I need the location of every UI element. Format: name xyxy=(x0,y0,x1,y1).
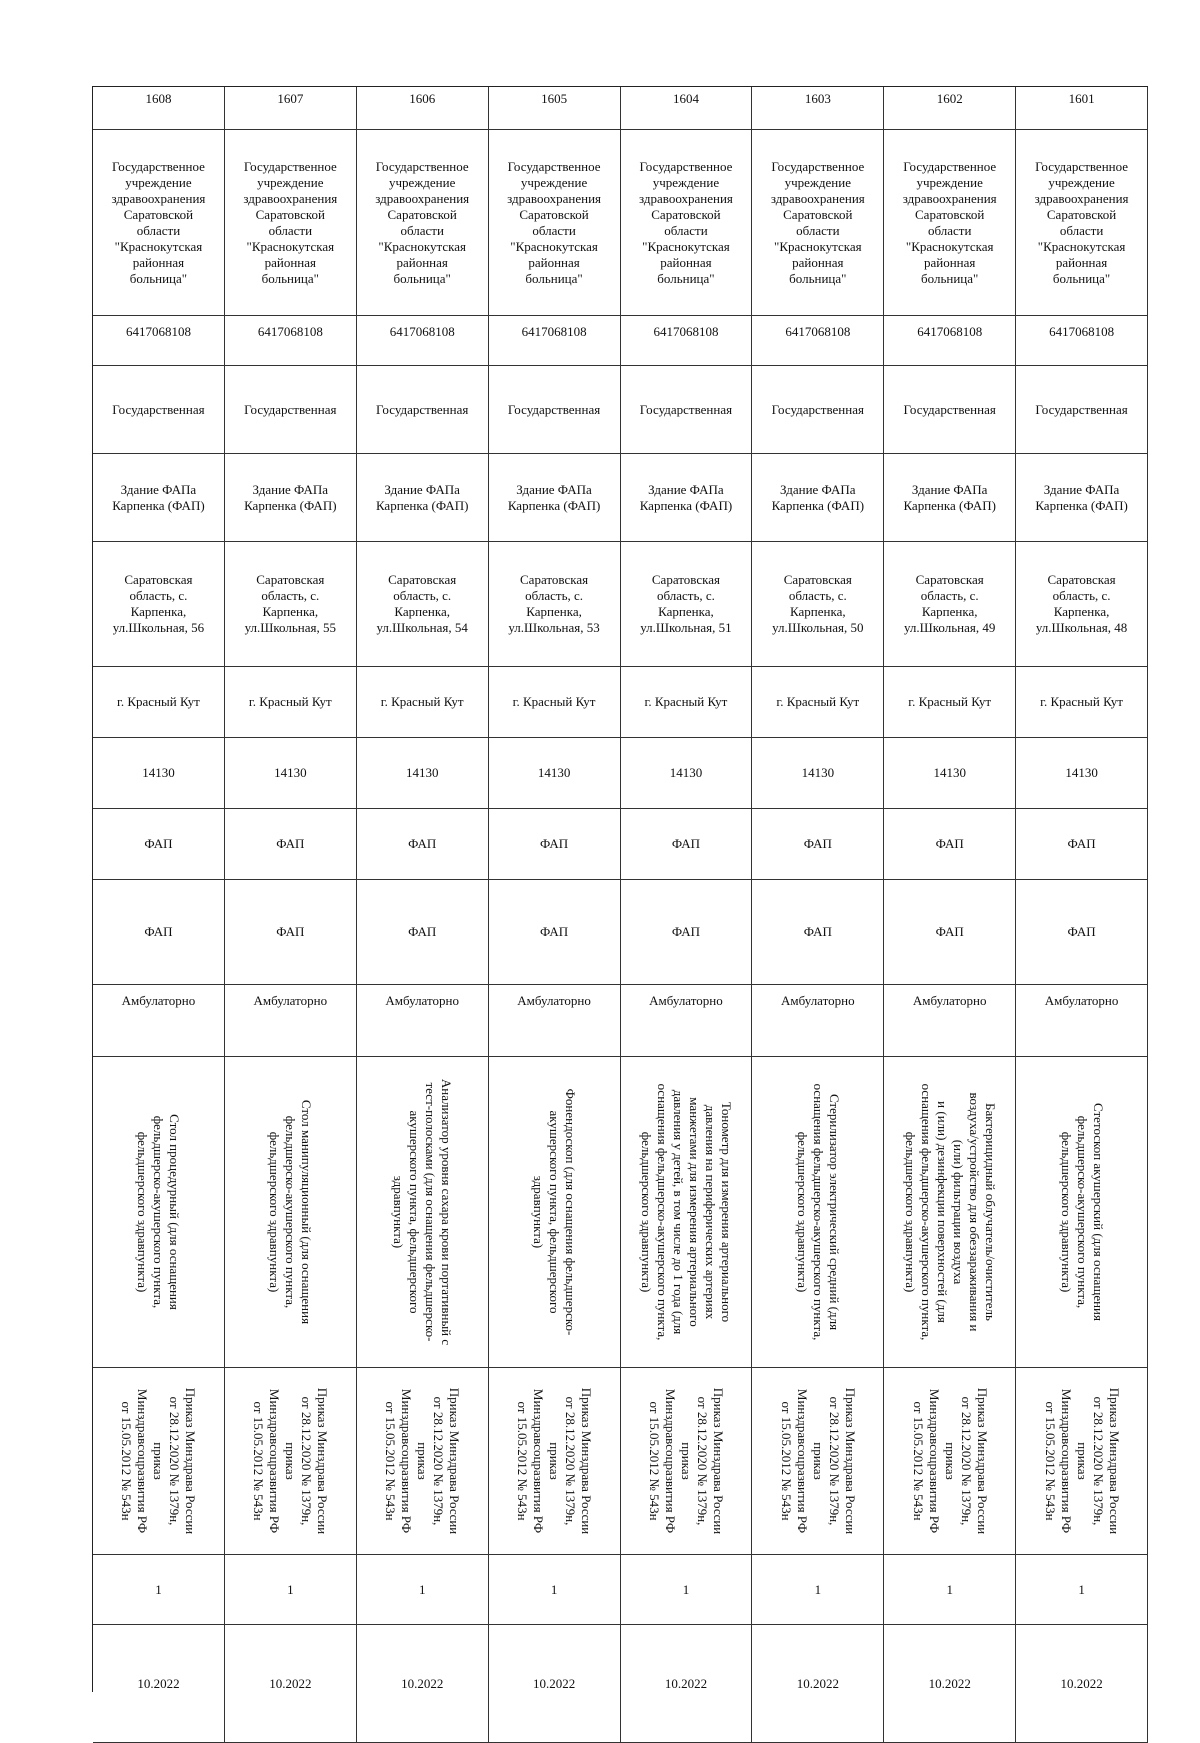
order-cell xyxy=(225,1368,357,1555)
care-form-cell xyxy=(884,985,1016,1057)
oktmo-cell xyxy=(225,738,357,809)
date-cell xyxy=(752,1625,884,1743)
care-form-cell-text: Амбулаторно xyxy=(1044,993,1119,1008)
equipment-cell-text: Фонендоскоп (для оснащения фельдшерско- акушерского пункта, фельдшерского здравпункта) xyxy=(531,1088,579,1336)
oktmo-cell-text: 14130 xyxy=(274,765,307,780)
order-cell xyxy=(752,1368,884,1555)
date-cell-text: 10.2022 xyxy=(137,1675,180,1691)
order-cell-text: Приказ Минздрава России от 28.12.2020 № 1379н, приказ Минздравсоцразвития РФ от 15.05.2012 № 543н xyxy=(910,1387,990,1535)
care-form-cell-text: Амбулаторно xyxy=(253,993,328,1008)
address-cell-text: Саратовская область, с. Карпенка, ул.Школьная, 49 xyxy=(903,572,996,635)
record-number-cell-text: 1604 xyxy=(672,91,699,106)
equipment-cell xyxy=(884,1057,1016,1368)
date-cell-text: 10.2022 xyxy=(269,1675,312,1691)
care-form-cell-text: Амбулаторно xyxy=(912,993,987,1008)
order-cell-text: Приказ Минздрава России от 28.12.2020 № 1379н, приказ Минздравсоцразвития РФ от 15.05.2012 № 543н xyxy=(383,1387,463,1535)
record-number-cell-text: 1608 xyxy=(145,91,172,106)
quantity-cell xyxy=(489,1555,621,1625)
quantity-cell xyxy=(1016,1555,1148,1625)
quantity-cell-text: 1 xyxy=(550,1581,558,1597)
facility-type-cell-text: ФАП xyxy=(408,836,437,851)
record-number-cell xyxy=(621,87,753,130)
equipment-cell xyxy=(752,1057,884,1368)
inn-cell xyxy=(93,316,225,366)
inn-cell-text: 6417068108 xyxy=(125,324,191,339)
date-cell-text: 10.2022 xyxy=(532,1675,576,1691)
date-cell-text: 10.2022 xyxy=(928,1675,971,1691)
date-cell xyxy=(93,1625,225,1743)
care-form-cell-text: Амбулаторно xyxy=(781,993,855,1008)
city-cell-text: г. Красный Кут xyxy=(117,694,200,709)
inn-cell-text: 6417068108 xyxy=(1049,324,1115,339)
order-cell-text: Приказ Минздрава России от 28.12.2020 № 1379н, приказ Минздравсоцразвития РФ от 15.05.2012 № 543н xyxy=(251,1387,331,1535)
organization-cell-text: Государственное учреждение здравоохранения Саратовской области "Краснокутская районная больница" xyxy=(1034,158,1129,286)
record-number-cell xyxy=(489,87,621,130)
address-cell-text: Саратовская область, с. Карпенка, ул.Школьная, 55 xyxy=(244,572,336,635)
ownership-cell xyxy=(93,366,225,454)
facility-subtype-cell xyxy=(1016,880,1148,985)
oktmo-cell-text: 14130 xyxy=(1065,765,1098,780)
equipment-cell xyxy=(1016,1057,1148,1368)
order-cell-text: Приказ Минздрава России от 28.12.2020 № 1379н, приказ Минздравсоцразвития РФ от 15.05.2012 № 543н xyxy=(778,1387,858,1535)
facility-type-cell xyxy=(752,809,884,880)
inn-cell xyxy=(489,316,621,366)
city-cell xyxy=(621,667,753,738)
inn-cell-text: 6417068108 xyxy=(917,324,983,339)
facility-type-cell-text: ФАП xyxy=(803,836,832,851)
city-cell-text: г. Красный Кут xyxy=(644,694,728,709)
oktmo-cell-text: 14130 xyxy=(933,765,966,780)
care-form-cell-text: Амбулаторно xyxy=(385,993,459,1008)
organization-cell xyxy=(93,130,225,316)
facility-type-cell xyxy=(93,809,225,880)
organization-cell-text: Государственное учреждение здравоохранения Саратовской области "Краснокутская районная больница" xyxy=(902,158,997,286)
organization-cell xyxy=(884,130,1016,316)
inn-cell-text: 6417068108 xyxy=(521,324,587,339)
organization-cell xyxy=(1016,130,1148,316)
date-cell xyxy=(489,1625,621,1743)
facility-type-cell xyxy=(357,809,489,880)
facility-subtype-cell xyxy=(225,880,357,985)
city-cell xyxy=(93,667,225,738)
ownership-cell-text: Государственная xyxy=(903,401,996,417)
quantity-cell xyxy=(752,1555,884,1625)
ownership-cell-text: Государственная xyxy=(112,401,205,417)
equipment-cell xyxy=(489,1057,621,1368)
oktmo-cell xyxy=(621,738,753,809)
date-cell-text: 10.2022 xyxy=(796,1675,839,1691)
oktmo-cell xyxy=(357,738,489,809)
date-cell xyxy=(884,1625,1016,1743)
equipment-cell-text: Тонометр для измерения артериального давления на периферических артериях манжетами для измерения артериального давления у детей, в том числе до 1 года (для оснащения фельдшерско-акушерского пункта, фельдшерского здравпункта) xyxy=(638,1083,734,1341)
facility-subtype-cell-text: ФАП xyxy=(935,924,964,939)
organization-cell xyxy=(621,130,753,316)
facility-type-cell xyxy=(884,809,1016,880)
city-cell-text: г. Красный Кут xyxy=(512,694,596,709)
building-cell xyxy=(621,454,753,542)
care-form-cell xyxy=(621,985,753,1057)
building-cell-text: Здание ФАПа Карпенка (ФАП) xyxy=(771,481,865,513)
quantity-cell-text: 1 xyxy=(682,1581,690,1597)
ownership-cell-text: Государственная xyxy=(244,401,337,417)
equipment-cell xyxy=(357,1057,489,1368)
facility-type-cell-text: ФАП xyxy=(671,836,701,851)
order-cell-text: Приказ Минздрава России от 28.12.2020 № 1379н, приказ Минздравсоцразвития РФ от 15.05.2012 № 543н xyxy=(1042,1387,1122,1535)
facility-type-cell xyxy=(225,809,357,880)
care-form-cell xyxy=(752,985,884,1057)
record-number-cell-text: 1603 xyxy=(804,91,831,106)
equipment-cell-text: Стерилизатор электрический средний (для оснащения фельдшерско-акушерского пункта, фельдшерского здравпункта) xyxy=(794,1083,842,1341)
building-cell xyxy=(489,454,621,542)
city-cell xyxy=(1016,667,1148,738)
address-cell xyxy=(357,542,489,667)
record-number-cell-text: 1602 xyxy=(936,91,963,106)
city-cell xyxy=(357,667,489,738)
equipment-cell-text: Стетоскоп акушерский (для оснащения фельдшерско-акушерского пункта, фельдшерского здравпункта) xyxy=(1058,1102,1106,1321)
building-cell-text: Здание ФАПа Карпенка (ФАП) xyxy=(507,481,601,513)
quantity-cell-text: 1 xyxy=(814,1581,822,1597)
inn-cell xyxy=(884,316,1016,366)
oktmo-cell-text: 14130 xyxy=(405,765,439,780)
equipment-cell-text: Бактерицидный облучатель/очиститель воздуха/устройство для обеззараживания и (или) фильтрации воздуха и (или) дезинфекции поверхностей (для оснащения фельдшерско-акушерского пункта, фельдшерского здравпункта) xyxy=(902,1083,998,1341)
building-cell-text: Здание ФАПа Карпенка (ФАП) xyxy=(903,481,996,513)
building-cell-text: Здание ФАПа Карпенка (ФАП) xyxy=(639,481,733,513)
city-cell xyxy=(225,667,357,738)
facility-subtype-cell-text: ФАП xyxy=(1067,924,1096,939)
ownership-cell-text: Государственная xyxy=(1035,401,1128,417)
ownership-cell-text: Государственная xyxy=(639,401,733,417)
date-cell xyxy=(225,1625,357,1743)
ownership-cell xyxy=(884,366,1016,454)
record-number-cell xyxy=(1016,87,1148,130)
ownership-cell xyxy=(225,366,357,454)
ownership-cell xyxy=(621,366,753,454)
oktmo-cell xyxy=(752,738,884,809)
building-cell xyxy=(1016,454,1148,542)
oktmo-cell-text: 14130 xyxy=(142,765,175,780)
ownership-cell-text: Государственная xyxy=(376,401,469,417)
quantity-cell xyxy=(357,1555,489,1625)
order-cell xyxy=(884,1368,1016,1555)
care-form-cell-text: Амбулаторно xyxy=(649,993,723,1008)
order-cell-text: Приказ Минздрава России от 28.12.2020 № 1379н, приказ Минздравсоцразвития РФ от 15.05.2012 № 543н xyxy=(646,1387,726,1535)
oktmo-cell xyxy=(1016,738,1148,809)
facility-type-cell xyxy=(489,809,621,880)
order-cell xyxy=(489,1368,621,1555)
city-cell-text: г. Красный Кут xyxy=(248,694,332,709)
record-number-cell-text: 1606 xyxy=(409,91,436,106)
city-cell-text: г. Красный Кут xyxy=(776,694,860,709)
facility-subtype-cell-text: ФАП xyxy=(144,924,173,939)
ownership-cell xyxy=(752,366,884,454)
facility-subtype-cell-text: ФАП xyxy=(671,924,701,939)
city-cell-text: г. Красный Кут xyxy=(1040,694,1123,709)
equipment-cell-text: Стол манипуляционный (для оснащения фельдшерско-акушерского пункта, фельдшерского здравпункта) xyxy=(267,1099,315,1325)
oktmo-cell xyxy=(884,738,1016,809)
facility-type-cell-text: ФАП xyxy=(144,836,173,851)
organization-cell-text: Государственное учреждение здравоохранения Саратовской области "Краснокутская районная больница" xyxy=(507,158,602,286)
organization-cell-text: Государственное учреждение здравоохранения Саратовской области "Краснокутская районная больница" xyxy=(375,158,470,286)
record-number-cell-text: 1605 xyxy=(541,91,568,106)
quantity-cell-text: 1 xyxy=(287,1581,294,1597)
organization-cell xyxy=(489,130,621,316)
address-cell-text: Саратовская область, с. Карпенка, ул.Школьная, 53 xyxy=(508,572,600,635)
facility-subtype-cell-text: ФАП xyxy=(408,924,437,939)
city-cell xyxy=(884,667,1016,738)
ownership-cell xyxy=(1016,366,1148,454)
equipment-cell-text: Анализатор уровня сахара крови портативный с тест-полосками (для оснащения фельдшерско- акушерского пункта, фельдшерского здравпункта) xyxy=(391,1078,455,1346)
facility-subtype-cell xyxy=(884,880,1016,985)
building-cell xyxy=(93,454,225,542)
date-cell xyxy=(357,1625,489,1743)
order-cell xyxy=(621,1368,753,1555)
inn-cell-text: 6417068108 xyxy=(389,324,455,339)
building-cell-text: Здание ФАПа Карпенка (ФАП) xyxy=(244,481,337,513)
oktmo-cell xyxy=(93,738,225,809)
facility-subtype-cell-text: ФАП xyxy=(276,924,305,939)
record-number-cell xyxy=(357,87,489,130)
equipment-cell xyxy=(93,1057,225,1368)
equipment-cell-text: Стол процедурный (для оснащения фельдшерско-акушерского пункта, фельдшерского здравпункта) xyxy=(135,1114,183,1310)
inn-cell-text: 6417068108 xyxy=(257,324,323,339)
equipment-table xyxy=(92,86,1148,1692)
city-cell xyxy=(752,667,884,738)
address-cell-text: Саратовская область, с. Карпенка, ул.Школьная, 48 xyxy=(1035,572,1128,635)
date-cell-text: 10.2022 xyxy=(664,1675,708,1691)
care-form-cell xyxy=(357,985,489,1057)
quantity-cell xyxy=(225,1555,357,1625)
inn-cell xyxy=(1016,316,1148,366)
organization-cell xyxy=(357,130,489,316)
organization-cell-text: Государственное учреждение здравоохранения Саратовской области "Краснокутская районная больница" xyxy=(111,158,206,286)
facility-subtype-cell-text: ФАП xyxy=(539,924,569,939)
facility-subtype-cell xyxy=(489,880,621,985)
quantity-cell xyxy=(93,1555,225,1625)
care-form-cell xyxy=(93,985,225,1057)
inn-cell xyxy=(357,316,489,366)
building-cell-text: Здание ФАПа Карпенка (ФАП) xyxy=(112,481,205,513)
address-cell xyxy=(489,542,621,667)
equipment-cell xyxy=(621,1057,753,1368)
building-cell-text: Здание ФАПа Карпенка (ФАП) xyxy=(375,481,469,513)
equipment-cell xyxy=(225,1057,357,1368)
facility-subtype-cell xyxy=(752,880,884,985)
ownership-cell-text: Государственная xyxy=(771,401,864,417)
facility-subtype-cell xyxy=(357,880,489,985)
city-cell xyxy=(489,667,621,738)
ownership-cell xyxy=(357,366,489,454)
facility-type-cell-text: ФАП xyxy=(276,836,305,851)
quantity-cell-text: 1 xyxy=(155,1581,162,1597)
organization-cell-text: Государственное учреждение здравоохранения Саратовской области "Краснокутская районная больница" xyxy=(770,158,865,286)
address-cell xyxy=(752,542,884,667)
address-cell-text: Саратовская область, с. Карпенка, ул.Школьная, 50 xyxy=(772,572,864,635)
order-cell xyxy=(93,1368,225,1555)
facility-type-cell-text: ФАП xyxy=(1067,836,1096,851)
address-cell xyxy=(884,542,1016,667)
care-form-cell xyxy=(225,985,357,1057)
record-number-cell xyxy=(225,87,357,130)
building-cell xyxy=(357,454,489,542)
oktmo-cell-text: 14130 xyxy=(537,765,571,780)
record-number-cell-text: 1601 xyxy=(1068,91,1095,106)
facility-type-cell-text: ФАП xyxy=(935,836,964,851)
building-cell xyxy=(225,454,357,542)
order-cell xyxy=(357,1368,489,1555)
address-cell-text: Саратовская область, с. Карпенка, ул.Школьная, 56 xyxy=(112,572,205,635)
date-cell xyxy=(621,1625,753,1743)
quantity-cell xyxy=(884,1555,1016,1625)
record-number-cell xyxy=(93,87,225,130)
record-number-cell-text: 1607 xyxy=(277,91,304,106)
ownership-cell xyxy=(489,366,621,454)
inn-cell xyxy=(752,316,884,366)
city-cell-text: г. Красный Кут xyxy=(380,694,464,709)
care-form-cell xyxy=(1016,985,1148,1057)
order-cell-text: Приказ Минздрава России от 28.12.2020 № 1379н, приказ Минздравсоцразвития РФ от 15.05.2012 № 543н xyxy=(119,1387,199,1535)
oktmo-cell-text: 14130 xyxy=(801,765,835,780)
facility-subtype-cell xyxy=(93,880,225,985)
quantity-cell-text: 1 xyxy=(418,1581,426,1597)
organization-cell-text: Государственное учреждение здравоохранения Саратовской области "Краснокутская районная больница" xyxy=(638,158,733,286)
organization-cell xyxy=(752,130,884,316)
order-cell xyxy=(1016,1368,1148,1555)
address-cell xyxy=(621,542,753,667)
care-form-cell-text: Амбулаторно xyxy=(517,993,591,1008)
building-cell xyxy=(884,454,1016,542)
facility-subtype-cell xyxy=(621,880,753,985)
building-cell-text: Здание ФАПа Карпенка (ФАП) xyxy=(1035,481,1128,513)
oktmo-cell xyxy=(489,738,621,809)
date-cell xyxy=(1016,1625,1148,1743)
address-cell-text: Саратовская область, с. Карпенка, ул.Школьная, 51 xyxy=(640,572,732,635)
city-cell-text: г. Красный Кут xyxy=(908,694,992,709)
order-cell-text: Приказ Минздрава России от 28.12.2020 № 1379н, приказ Минздравсоцразвития РФ от 15.05.2012 № 543н xyxy=(515,1387,595,1535)
quantity-cell-text: 1 xyxy=(946,1581,953,1597)
facility-type-cell xyxy=(1016,809,1148,880)
inn-cell xyxy=(621,316,753,366)
ownership-cell-text: Государственная xyxy=(507,401,601,417)
facility-type-cell-text: ФАП xyxy=(539,836,569,851)
care-form-cell-text: Амбулаторно xyxy=(121,993,196,1008)
organization-cell xyxy=(225,130,357,316)
date-cell-text: 10.2022 xyxy=(1060,1675,1103,1691)
address-cell xyxy=(93,542,225,667)
record-number-cell xyxy=(884,87,1016,130)
organization-cell-text: Государственное учреждение здравоохранения Саратовской области "Краснокутская районная больница" xyxy=(243,158,338,286)
date-cell-text: 10.2022 xyxy=(401,1675,444,1691)
record-number-cell xyxy=(752,87,884,130)
inn-cell xyxy=(225,316,357,366)
inn-cell-text: 6417068108 xyxy=(653,324,719,339)
building-cell xyxy=(752,454,884,542)
oktmo-cell-text: 14130 xyxy=(669,765,703,780)
facility-type-cell xyxy=(621,809,753,880)
facility-subtype-cell-text: ФАП xyxy=(803,924,832,939)
address-cell xyxy=(225,542,357,667)
care-form-cell xyxy=(489,985,621,1057)
quantity-cell xyxy=(621,1555,753,1625)
address-cell-text: Саратовская область, с. Карпенка, ул.Школьная, 54 xyxy=(376,572,468,635)
address-cell xyxy=(1016,542,1148,667)
inn-cell-text: 6417068108 xyxy=(785,324,851,339)
quantity-cell-text: 1 xyxy=(1078,1581,1085,1597)
